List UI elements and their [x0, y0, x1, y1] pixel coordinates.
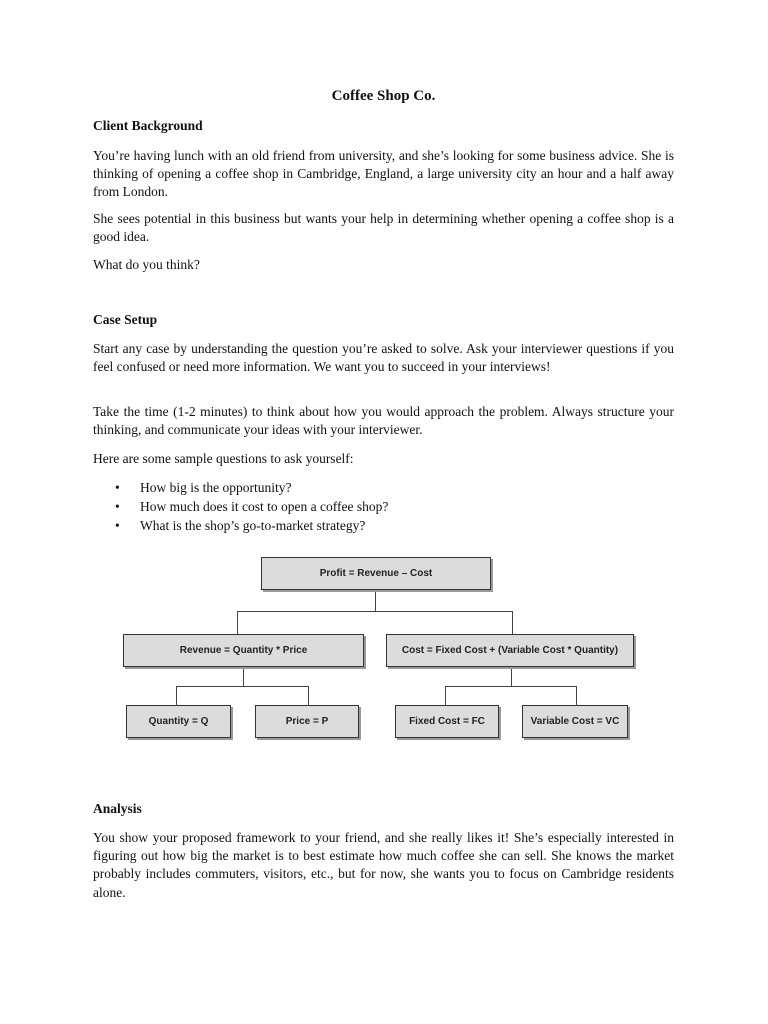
case-setup-heading: Case Setup: [93, 312, 158, 327]
case-setup-paragraph-3: Here are some sample questions to ask yourself:: [93, 451, 354, 466]
revenue-box: Revenue = Quantity * Price: [123, 634, 364, 667]
connector-line: [243, 666, 244, 686]
connector-line: [445, 686, 446, 706]
connector-line: [176, 686, 177, 706]
connector-line: [445, 686, 577, 687]
client-background-paragraph-1: You’re having lunch with an old friend from university, and she’s looking for some business advice. She is thinking of opening a coffee shop in Cambridge, England, a large university city an hour and a half away from London.: [93, 148, 674, 200]
bullet-text: How big is the opportunity?: [140, 480, 292, 495]
bullet-text: What is the shop’s go-to-market strategy?: [140, 518, 366, 533]
document-title: Coffee Shop Co.: [331, 88, 436, 104]
connector-line: [375, 589, 376, 611]
list-item: [93, 497, 674, 516]
connector-line: [576, 686, 577, 706]
case-setup-paragraph-1: Start any case by understanding the question you’re asked to solve. Ask your interviewer questions if you feel confused or need more information. We want you to succeed in your interviews!: [93, 341, 674, 375]
client-background-paragraph-3: What do you think?: [93, 257, 200, 272]
list-item: [93, 478, 674, 497]
case-setup-paragraph-2: Take the time (1-2 minutes) to think about how you would approach the problem. Always structure your thinking, and communicate your ideas with your interviewer.: [93, 404, 674, 438]
connector-line: [308, 686, 309, 706]
bullet-icon: •: [115, 518, 120, 533]
cost-box: Cost = Fixed Cost + (Variable Cost * Quantity): [386, 634, 634, 667]
fixed-cost-box: Fixed Cost = FC: [395, 705, 499, 738]
profit-box: Profit = Revenue – Cost: [261, 557, 491, 590]
client-background-paragraph-2: She sees potential in this business but wants your help in determining whether opening a coffee shop is a good idea.: [93, 211, 674, 245]
analysis-heading: Analysis: [93, 801, 142, 816]
sample-questions-list: [93, 478, 674, 535]
bullet-icon: •: [115, 480, 120, 495]
bullet-text: How much does it cost to open a coffee shop?: [140, 499, 389, 514]
client-background-heading: Client Background: [93, 118, 203, 133]
connector-line: [511, 666, 512, 686]
connector-line: [237, 611, 513, 612]
variable-cost-box: Variable Cost = VC: [522, 705, 628, 738]
analysis-paragraph-1: You show your proposed framework to your friend, and she really likes it! She’s especially interested in figuring out how big the market is to best estimate how much coffee she can sell. She knows the market probably includes commuters, visitors, etc., but for now, she wants you to focus on Cambridge residents alone.: [93, 830, 674, 900]
connector-line: [176, 686, 309, 687]
connector-line: [237, 611, 238, 634]
price-box: Price = P: [255, 705, 359, 738]
quantity-box: Quantity = Q: [126, 705, 231, 738]
list-item: [93, 516, 674, 535]
bullet-icon: •: [115, 499, 120, 514]
connector-line: [512, 611, 513, 634]
